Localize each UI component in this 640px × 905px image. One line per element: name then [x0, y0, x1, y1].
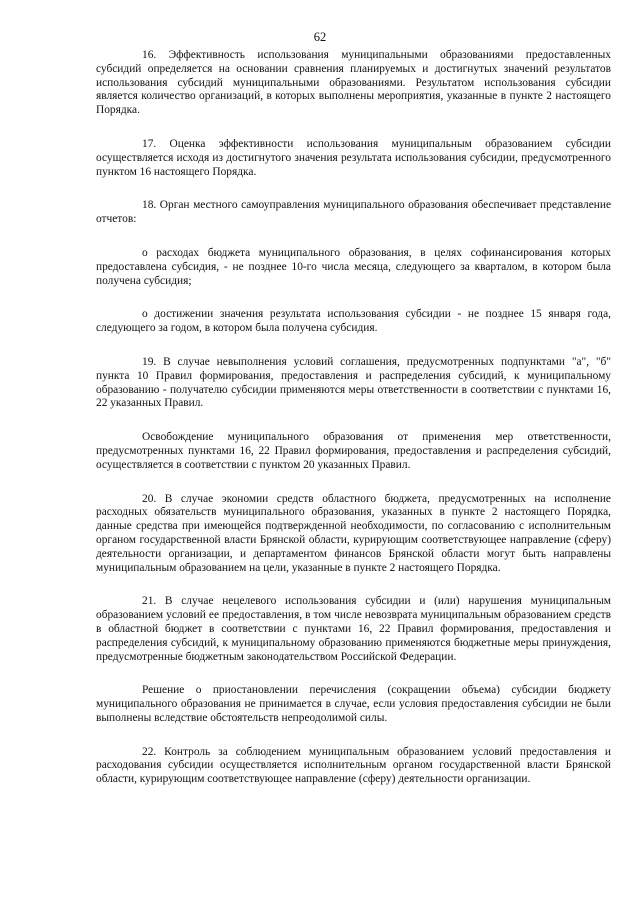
- paragraph-21-suspension: Решение о приостановлении перечисления (сокращении объема) субсидии бюджету муниципального образования не принимается в случае, если условия предоставления субсидии не были выполнены вследствие обстоятельств непреодолимой силы.: [96, 684, 611, 724]
- paragraph-18-expenses-report: о расходах бюджета муниципального образования, в целях софинансирования которых предоставлена субсидия, - не позднее 10-го числа месяца, следующего за кварталом, в котором была получена субсидия;: [96, 246, 611, 287]
- paragraph-18: 18. Орган местного самоуправления муниципального образования обеспечивает представление отчетов:: [96, 199, 611, 226]
- paragraph-16: 16. Эффективность использования муниципальными образованиями предоставленных субсидий определяется на основании сравнения планируемых и достигнутых значений результатов использования субсидий муниципальными образованиями. Результатом использования субсидии является количество организаций, в которых выполнены мероприятия, указанные в пункте 2 настоящего Порядка.: [96, 49, 611, 117]
- paragraph-17: 17. Оценка эффективности использования муниципальным образованием субсидии осуществляется исходя из достигнутого значения результата использования субсидии, предусмотренного пунктом 16 настоящего Порядка.: [96, 137, 611, 178]
- paragraph-19-exemption: Освобождение муниципального образования от применения мер ответственности, предусмотренных пунктами 16, 22 Правил формирования, предоставления и распределения субсидий, осуществляется в соответствии с пунктом 20 указанных Правил.: [96, 431, 611, 471]
- paragraph-20: 20. В случае экономии средств областного бюджета, предусмотренных на исполнение расходных обязательств муниципального образования, указанных в пункте 2 настоящего Порядка, данные средства при имеющейся подтвержденной необходимости, по согласованию с исполнительным органом государственной власти Брянской области, курирующим соответствующее направление (сферу) деятельности организации, и департаментом финансов Брянской области могут быть направлены муниципальным образованием на цели, указанные в пункте 2 настоящего Порядка.: [96, 492, 611, 574]
- paragraph-18-result-report: о достижении значения результата использования субсидии - не позднее 15 января года, следующего за годом, в котором была получена субсидия.: [96, 308, 611, 335]
- document-body: [96, 42, 611, 787]
- paragraph-19: 19. В случае невыполнения условий соглашения, предусмотренных подпунктами "а", "б" пункта 10 Правил формирования, предоставления и распределения субсидий, к муниципальному образованию - получателю субсидии применяются меры ответственности в соответствии с пунктами 16, 22 указанных Правил.: [96, 355, 611, 410]
- paragraph-21: 21. В случае нецелевого использования субсидии и (или) нарушения муниципальным образованием условий ее предоставления, в том числе невозврата муниципальным образованием средств в областной бюджет в соответствии с пунктами 16, 22 Правил формирования, предоставления и распределения субсидий, к муниципальному образованию применяются бюджетные меры принуждения, предусмотренные бюджетным законодательством Российской Федерации.: [96, 595, 611, 663]
- page-number: 62: [313, 30, 327, 44]
- paragraph-22: 22. Контроль за соблюдением муниципальным образованием условий предоставления и расходования субсидии осуществляется исполнительным органом государственной власти Брянской области, курирующим соответствующее направление (сферу) деятельности организации.: [96, 745, 611, 786]
